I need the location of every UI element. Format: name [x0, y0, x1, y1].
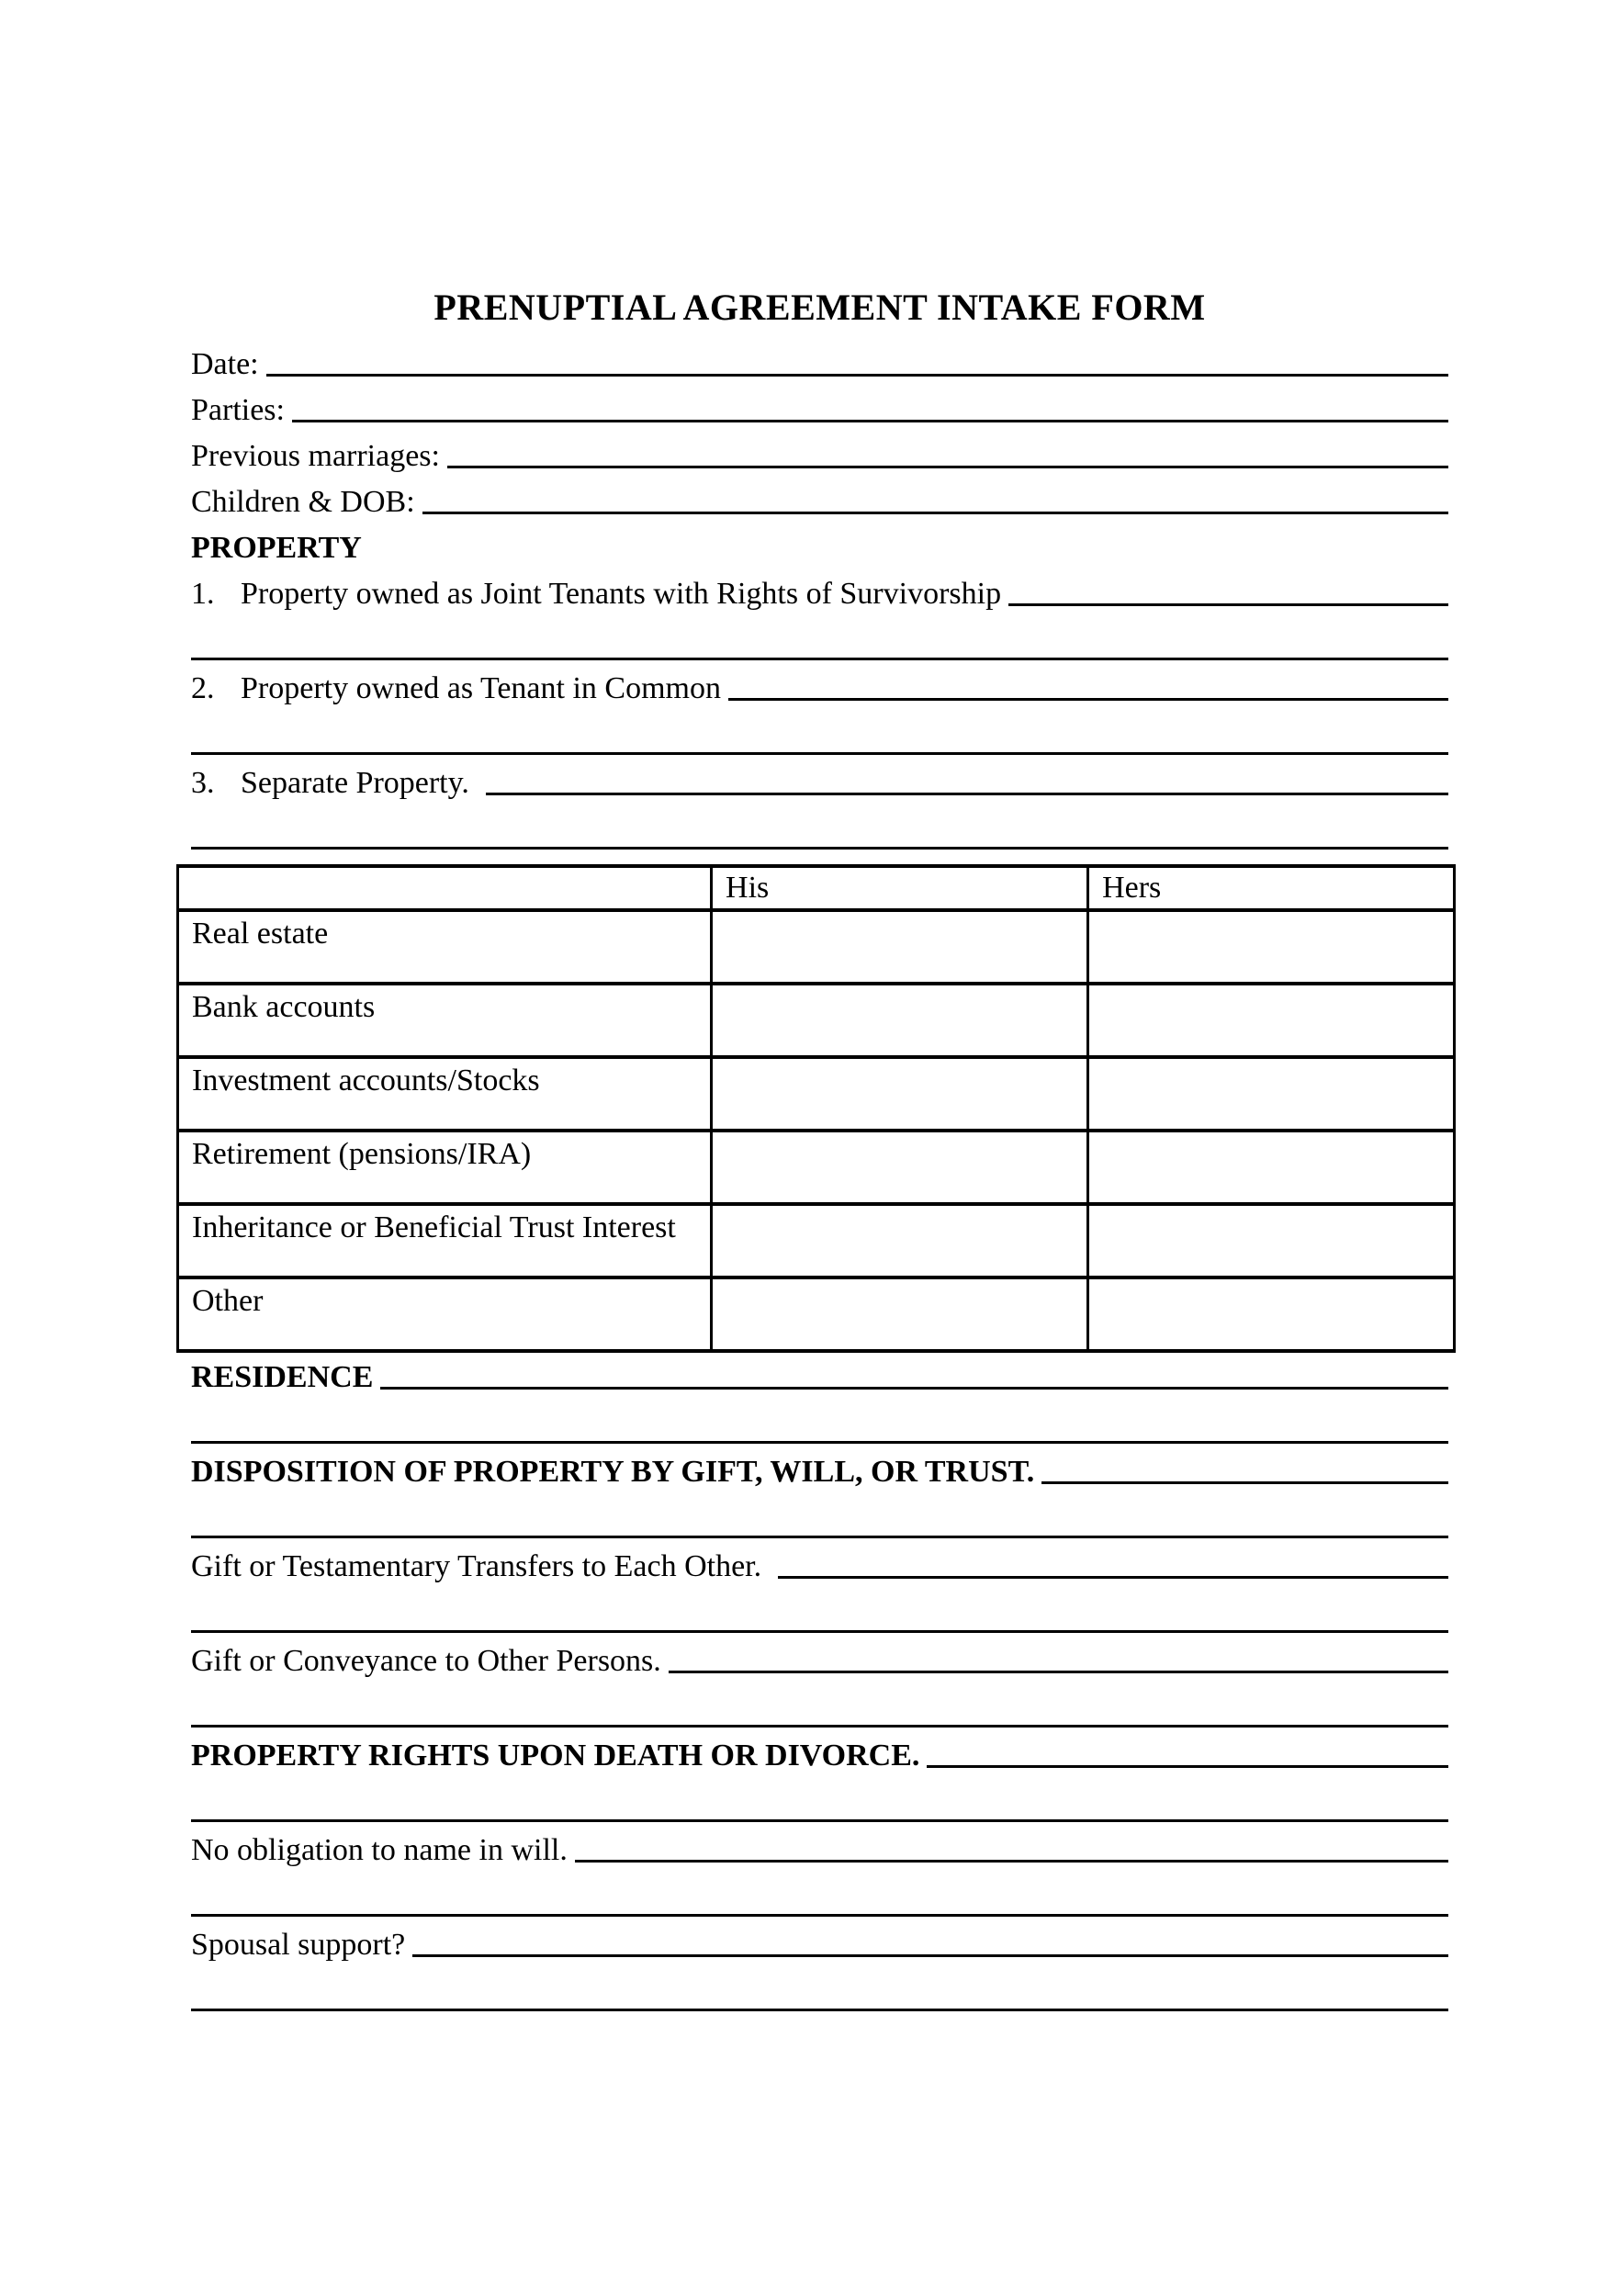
field-date-line[interactable] — [266, 374, 1448, 377]
property-item-2-line[interactable] — [728, 698, 1448, 701]
property-item-2-continuation-line[interactable] — [191, 706, 1448, 755]
property-item-3-continuation-line[interactable] — [191, 801, 1448, 850]
property-item-2-number: 2. — [191, 671, 215, 705]
cell-investment-accounts-his[interactable] — [712, 1057, 1088, 1131]
section-spousal-support-continuation-line[interactable] — [191, 1963, 1448, 2011]
section-property-rights-line[interactable] — [927, 1765, 1448, 1768]
section-no-obligation-line[interactable] — [575, 1860, 1448, 1863]
section-spousal-support-label: Spousal support? — [191, 1928, 406, 1962]
section-disposition-line[interactable] — [1041, 1481, 1448, 1484]
column-header-his: His — [712, 866, 1088, 910]
row-label-bank-accounts: Bank accounts — [178, 984, 712, 1057]
section-residence — [191, 1353, 1448, 1395]
section-no-obligation-continuation-line[interactable] — [191, 1868, 1448, 1917]
section-gift-conveyance-line[interactable] — [669, 1671, 1448, 1673]
property-section-heading: PROPERTY — [191, 531, 362, 565]
cell-investment-accounts-hers[interactable] — [1088, 1057, 1455, 1131]
section-disposition-label: DISPOSITION OF PROPERTY BY GIFT, WILL, OR TRUST. — [191, 1455, 1035, 1489]
field-date-label: Date: — [191, 347, 259, 381]
section-gift-conveyance-label: Gift or Conveyance to Other Persons. — [191, 1644, 661, 1678]
property-section-heading-row — [191, 520, 1448, 566]
section-gift-conveyance — [191, 1633, 1448, 1679]
table-row-other — [178, 1277, 1455, 1351]
row-label-other: Other — [178, 1277, 712, 1351]
section-property-rights-continuation-line[interactable] — [191, 1773, 1448, 1822]
table-row-retirement — [178, 1131, 1455, 1204]
cell-real-estate-hers[interactable] — [1088, 910, 1455, 984]
row-label-real-estate: Real estate — [178, 910, 712, 984]
field-parties-label: Parties: — [191, 393, 285, 427]
field-parties-line[interactable] — [292, 420, 1448, 422]
section-gift-conveyance-continuation-line[interactable] — [191, 1679, 1448, 1728]
assets-table-header-row — [178, 866, 1455, 910]
field-children-dob — [191, 474, 1448, 520]
section-spousal-support-line[interactable] — [412, 1954, 1448, 1957]
section-residence-label: RESIDENCE — [191, 1360, 374, 1394]
section-gift-transfers-continuation-line[interactable] — [191, 1584, 1448, 1633]
cell-retirement-hers[interactable] — [1088, 1131, 1455, 1204]
cell-retirement-his[interactable] — [712, 1131, 1088, 1204]
section-property-rights-label: PROPERTY RIGHTS UPON DEATH OR DIVORCE. — [191, 1739, 920, 1773]
property-item-3-label: Separate Property. — [241, 766, 469, 800]
field-previous-marriages — [191, 428, 1448, 474]
property-item-3-number: 3. — [191, 766, 215, 800]
property-item-1 — [191, 566, 1448, 612]
row-label-inheritance: Inheritance or Beneficial Trust Interest — [178, 1204, 712, 1277]
form-title: PRENUPTIAL AGREEMENT INTAKE FORM — [433, 287, 1206, 328]
cell-real-estate-his[interactable] — [712, 910, 1088, 984]
property-item-3-line[interactable] — [486, 793, 1448, 795]
field-children-dob-label: Children & DOB: — [191, 485, 415, 519]
section-gift-transfers-label: Gift or Testamentary Transfers to Each Other. — [191, 1549, 762, 1583]
field-parties — [191, 382, 1448, 428]
table-row-investment-accounts — [178, 1057, 1455, 1131]
property-item-1-continuation-line[interactable] — [191, 612, 1448, 660]
cell-bank-accounts-hers[interactable] — [1088, 984, 1455, 1057]
property-item-1-number: 1. — [191, 577, 215, 611]
cell-inheritance-his[interactable] — [712, 1204, 1088, 1277]
property-item-1-label: Property owned as Joint Tenants with Rights of Survivorship — [241, 577, 1002, 611]
cell-other-his[interactable] — [712, 1277, 1088, 1351]
field-children-dob-line[interactable] — [422, 512, 1448, 514]
section-residence-continuation-line[interactable] — [191, 1395, 1448, 1444]
cell-bank-accounts-his[interactable] — [712, 984, 1088, 1057]
field-previous-marriages-label: Previous marriages: — [191, 439, 440, 473]
property-item-2 — [191, 660, 1448, 706]
section-property-rights — [191, 1728, 1448, 1773]
column-header-item — [178, 866, 712, 910]
section-no-obligation — [191, 1822, 1448, 1868]
property-item-1-line[interactable] — [1008, 603, 1448, 606]
row-label-retirement: Retirement (pensions/IRA) — [178, 1131, 712, 1204]
cell-other-hers[interactable] — [1088, 1277, 1455, 1351]
field-date — [191, 336, 1448, 382]
section-gift-transfers — [191, 1538, 1448, 1584]
table-row-bank-accounts — [178, 984, 1455, 1057]
column-header-hers: Hers — [1088, 866, 1455, 910]
section-disposition — [191, 1444, 1448, 1490]
property-item-2-label: Property owned as Tenant in Common — [241, 671, 721, 705]
table-row-real-estate — [178, 910, 1455, 984]
section-disposition-continuation-line[interactable] — [191, 1490, 1448, 1538]
section-residence-line[interactable] — [380, 1387, 1448, 1390]
assets-table — [176, 864, 1456, 1353]
row-label-investment-accounts: Investment accounts/Stocks — [178, 1057, 712, 1131]
section-gift-transfers-line[interactable] — [778, 1576, 1448, 1579]
section-no-obligation-label: No obligation to name in will. — [191, 1833, 568, 1867]
section-spousal-support — [191, 1917, 1448, 1963]
field-previous-marriages-line[interactable] — [447, 466, 1448, 468]
table-row-inheritance — [178, 1204, 1455, 1277]
property-item-3 — [191, 755, 1448, 801]
cell-inheritance-hers[interactable] — [1088, 1204, 1455, 1277]
